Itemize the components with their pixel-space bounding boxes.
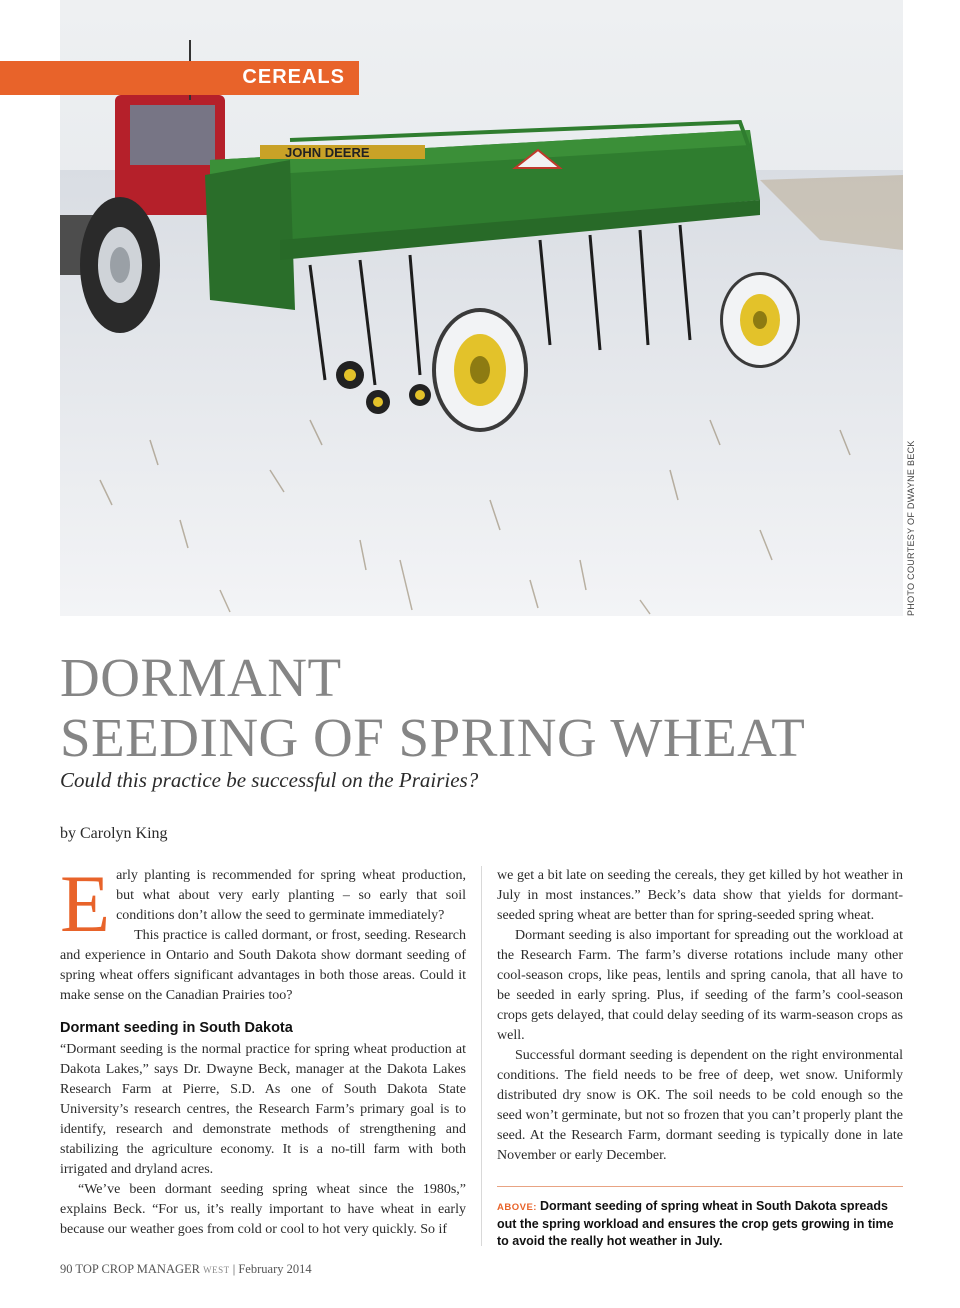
subsection-heading: Dormant seeding in South Dakota	[60, 1020, 293, 1036]
issue-date: February 2014	[238, 1262, 312, 1276]
page-footer	[60, 1262, 312, 1277]
body-paragraph	[60, 858, 466, 949]
headline-line-1: DORMANT	[60, 647, 342, 708]
article-byline: by Carolyn King	[60, 825, 168, 842]
deere-logo-text: JOHN DEERE	[285, 145, 370, 160]
body-paragraph: “We’ve been dormant seeding spring wheat since the 1980s,” explains Beck. “For us, it’s really important to have wheat in early because our weather goes from cold or cool to hot very quickly. So if	[60, 1182, 466, 1237]
section-tag	[0, 61, 359, 95]
body-column-left	[60, 858, 466, 1240]
body-paragraph: we get a bit late on seeding the cereals, they get killed by hot weather in July in most instances.” Beck’s data show that yields for dormant-seeded spring wheat are better than for spring-seeded spring wheat.	[497, 868, 903, 923]
body-paragraph: This practice is called dormant, or frost, seeding. Research and experience in Ontario and South Dakota show dormant seeding of spring wheat offers significant advantages in both those areas. Could it make sense on the Canadian Prairies too?	[60, 928, 466, 1003]
body-paragraph: Dormant seeding is also important for spreading out the workload at the Research Farm. The farm’s diverse rotations include many other cool-season crops, like peas, lentils and spring canola, that all have to be seeded in early spring. Plus, if seeding of the farm’s cool-season crops gets delayed, that could delay seeding of its warm-season crops as well.	[497, 928, 903, 1043]
article-subhead: Could this practice be successful on the Prairies?	[60, 768, 479, 792]
footer-separator: |	[232, 1262, 236, 1276]
photo-credit: PHOTO COURTESY OF DWAYNE BECK	[906, 440, 916, 616]
magazine-name: TOP CROP MANAGER	[75, 1262, 200, 1276]
article-headline	[60, 648, 805, 768]
photo-caption	[497, 1198, 903, 1250]
caption-divider	[497, 1186, 903, 1187]
drop-cap: E	[60, 858, 111, 949]
body-paragraph: “Dormant seeding is the normal practice for spring wheat production at Dakota Lakes,” says Dr. Dwayne Beck, manager at the Dakota Lakes Research Farm at Pierre, S.D. As one of South Dakota State University’s research centres, the Research Farm’s primary goal is to identify, research and demonstrate methods of strengthening and stabilizing the agriculture economy. It is a no-till farm with both irrigated and dryland acres.	[60, 1042, 466, 1177]
caption-label: ABOVE:	[497, 1202, 537, 1213]
headline-line-2: SEEDING OF SPRING WHEAT	[60, 707, 806, 768]
section-tag-label: CEREALS	[242, 66, 345, 88]
magazine-edition: WEST	[203, 1265, 230, 1275]
paragraph-text: arly planting is recommended for spring wheat production, but what about very early planting – so early that soil conditions don’t allow the seed to germinate immediately?	[116, 868, 466, 923]
body-column-right	[497, 866, 903, 1166]
page-number: 90	[60, 1262, 73, 1276]
body-paragraph: Successful dormant seeding is dependent on the right environmental conditions. The field needs to be free of deep, wet snow. Uniformly distributed dry snow is OK. The soil needs to be cold enough so the seed won’t germinate, but not so frozen that you can’t properly plant the seed. At the Research Farm, dormant seeding is typically done in late November or early December.	[497, 1048, 903, 1163]
column-divider	[481, 866, 482, 1246]
caption-text: Dormant seeding of spring wheat in South Dakota spreads out the spring workload and ensures the crop gets growing in time to avoid the really hot weather in July.	[497, 1199, 894, 1248]
